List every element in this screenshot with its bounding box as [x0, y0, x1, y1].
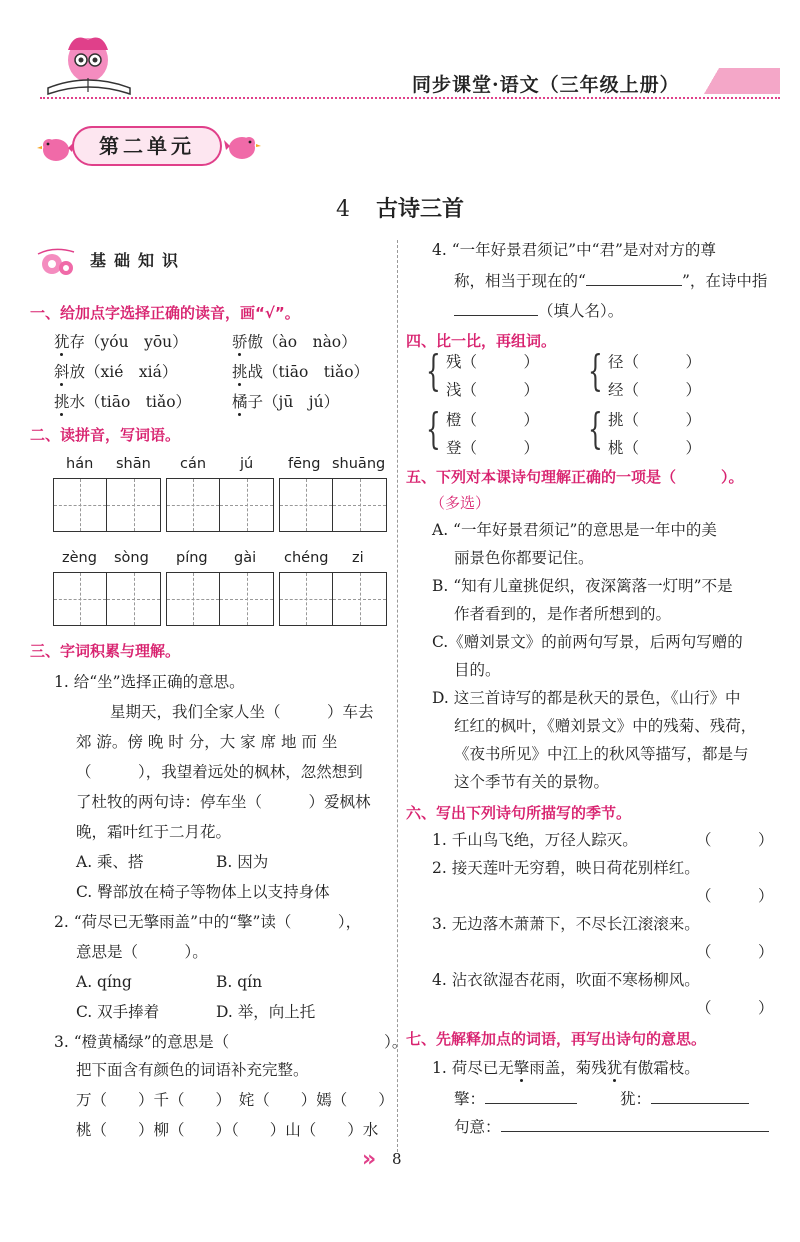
q1-text-line: 晚，霜叶红于二月花。 [76, 823, 232, 841]
brace: { [426, 346, 441, 395]
writing-grid[interactable] [53, 478, 161, 532]
s7-answer-meaning: 句意： [454, 1116, 769, 1137]
pinyin: chéng [284, 550, 329, 566]
pinyin: gài [234, 550, 257, 566]
pinyin: cán [180, 456, 207, 472]
writing-grid[interactable] [279, 478, 387, 532]
q3-line: 3. “橙黄橘绿”的意思是（ ）。 [54, 1033, 408, 1051]
writing-grid[interactable] [279, 572, 387, 626]
q2-option-c: C. 双手捧着 [76, 1003, 160, 1021]
s6-poem-line: 3. 无边落木萧萧下，不尽长江滚滚来。 [432, 915, 700, 933]
s5-option-line: B. “知有儿童挑促织，夜深篱落一灯明”不是 [432, 577, 733, 595]
q1-option-a: A. 乘、搭 [76, 853, 144, 871]
s1-row-1-right: 骄傲（ào nào） [232, 333, 357, 351]
pinyin: shān [116, 456, 151, 472]
s1-row-2-left: 斜放（xié xiá） [54, 363, 178, 381]
pinyin: zèng [62, 550, 97, 566]
basic-knowledge-label: 基础知识 [90, 251, 187, 270]
s5-option-line: 这个季节有关的景物。 [454, 773, 610, 791]
page-number: 8 [392, 1150, 402, 1168]
s1-row-3-left: 挑水（tiāo tiǎo） [54, 393, 192, 411]
q2-line: 意思是（ ）。 [76, 943, 208, 961]
column-divider [397, 240, 398, 1152]
writing-grid[interactable] [166, 478, 274, 532]
s7-answer-qing: 擎： [454, 1088, 577, 1109]
s6-answer-paren: （ ） [696, 943, 774, 961]
header-divider [40, 97, 780, 99]
lesson-title [0, 192, 800, 223]
q1-option-c: C. 臀部放在椅子等物体上以支持身体 [76, 883, 330, 901]
q1-text-line: 了杜牧的两句诗：停车坐（ ）爱枫林 [76, 793, 371, 811]
q1-stem: 1. 给“坐”选择正确的意思。 [54, 673, 245, 691]
s6-answer-paren: （ ） [696, 831, 774, 849]
compare-word: 浅（ ） [446, 381, 540, 399]
unit-badge: 第二单元 [72, 126, 222, 166]
header-logo [44, 32, 134, 98]
section-5-title: 五、下列对本课诗句理解正确的一项是（ ）。 [406, 468, 744, 486]
q4-line: 4. “一年好景君须记”中“君”是对对方的尊 [432, 241, 716, 259]
page-arrow-icon: » [362, 1147, 377, 1172]
s6-poem-line: 1. 千山鸟飞绝，万径人踪灭。 [432, 831, 638, 849]
pinyin: fēng [288, 456, 321, 472]
section-3-title: 三、字词积累与理解。 [30, 642, 181, 660]
s1-row-2-right: 挑战（tiāo tiǎo） [232, 363, 370, 381]
q1-option-b: B. 因为 [216, 853, 269, 871]
lesson-number: 4 [335, 197, 350, 222]
compare-word: 经（ ） [608, 381, 702, 399]
pinyin: zi [352, 550, 364, 566]
writing-grid[interactable] [53, 572, 161, 626]
q3-color-words: 桃（ ）柳（ ）（ ）山（ ）水 [76, 1121, 379, 1139]
q3-line: 把下面含有颜色的词语补充完整。 [76, 1061, 309, 1079]
s5-option-line: 作者看到的，是作者所想到的。 [454, 605, 672, 623]
flower-icon [34, 244, 78, 284]
compare-word: 橙（ ） [446, 411, 540, 429]
section-7-title: 七、先解释加点的词语，再写出诗句的意思。 [406, 1030, 707, 1048]
q2-option-a: A. qíng [76, 973, 132, 991]
brace: { [588, 404, 603, 453]
s5-option-line: D. 这三首诗写的都是秋天的景色，《山行》中 [432, 689, 741, 707]
s1-row-3-right: 橘子（jū jú） [232, 393, 340, 411]
q2-option-b: B. qín [216, 973, 263, 991]
s6-poem-line: 2. 接天莲叶无穷碧，映日荷花别样红。 [432, 859, 700, 877]
s5-option-line: 红红的枫叶，《赠刘景文》中的残菊、残荷， [454, 717, 757, 735]
q3-color-words: 万（ ）千（ ） 姹（ ）嫣（ ） [76, 1091, 394, 1109]
s7-answer-you: 犹： [620, 1088, 749, 1109]
s7-poem-line: 1. 荷尽已无擎雨盖，菊残犹有傲霜枝。 [432, 1059, 700, 1077]
q1-text-line: 星期天，我们全家人坐（ ）车去 [110, 703, 374, 721]
compare-word: 径（ ） [608, 353, 702, 371]
q1-text-line: 郊 游。傍 晚 时 分，大 家 席 地 而 坐 [76, 733, 338, 751]
s5-option-line: C.《赠刘景文》的前两句写景，后两句写赠的 [432, 633, 743, 651]
brace: { [588, 346, 603, 395]
s1-row-1-left: 犹存（yóu yōu） [54, 333, 188, 351]
section-1-title: 一、给加点字选择正确的读音，画“√”。 [30, 304, 300, 322]
section-4-title: 四、比一比，再组词。 [406, 332, 557, 350]
bird-right-icon [224, 126, 264, 170]
compare-word: 桃（ ） [608, 439, 702, 457]
s5-option-line: A. “一年好景君须记”的意思是一年中的美 [432, 521, 717, 539]
pinyin: píng [176, 550, 208, 566]
q4-line: 称，相当于现在的“ ”，在诗中指 [454, 272, 768, 290]
brace: { [426, 404, 441, 453]
section-6-title: 六、写出下列诗句所描写的季节。 [406, 804, 632, 822]
section-5-note: （多选） [430, 494, 491, 512]
q1-text-line: （ ），我望着远处的枫林，忽然想到 [76, 763, 363, 781]
pinyin: shuāng [332, 456, 386, 472]
s5-option-line: 目的。 [454, 661, 501, 679]
s6-answer-paren: （ ） [696, 887, 774, 905]
s6-poem-line: 4. 沾衣欲湿杏花雨，吹面不寒杨柳风。 [432, 971, 700, 989]
q4-line: （填人名）。 [454, 300, 623, 321]
section-2-title: 二、读拼音，写词语。 [30, 426, 181, 444]
pinyin: jú [240, 456, 254, 472]
compare-word: 挑（ ） [608, 411, 702, 429]
compare-word: 残（ ） [446, 353, 540, 371]
header-title: 同步课堂·语文（三年级上册） [412, 74, 680, 96]
compare-word: 登（ ） [446, 439, 540, 457]
bird-left-icon [34, 128, 74, 172]
writing-grid[interactable] [166, 572, 274, 626]
pinyin: sòng [114, 550, 149, 566]
lesson-name: 古诗三首 [375, 196, 464, 222]
s5-option-line: 丽景色你都要记住。 [454, 549, 594, 567]
header-stripe [700, 68, 780, 94]
s5-option-line: 《夜书所见》中江上的秋风等描写，都是与 [454, 745, 749, 763]
q2-line: 2. “荷尽已无擎雨盖”中的“擎”读（ ）， [54, 913, 362, 931]
s6-answer-paren: （ ） [696, 999, 774, 1017]
pinyin: hán [66, 456, 94, 472]
q2-option-d: D. 举，向上托 [216, 1003, 316, 1021]
